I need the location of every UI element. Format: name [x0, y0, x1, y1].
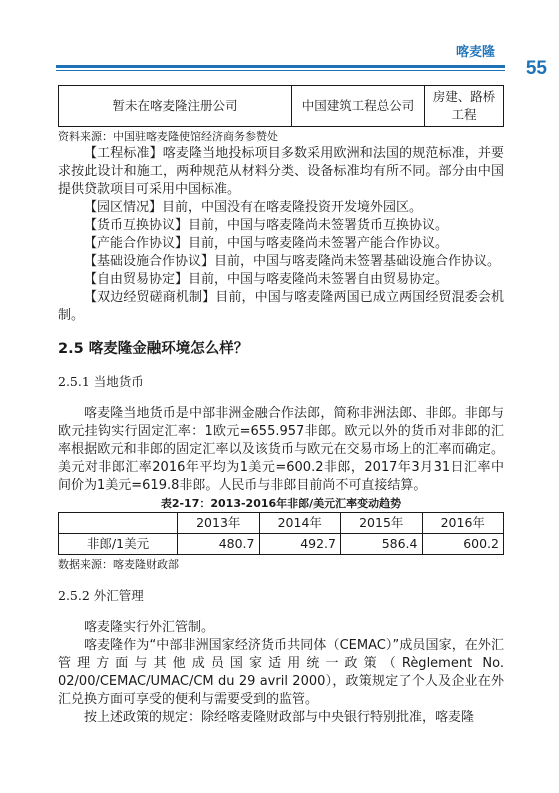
table-header-year: 2014年 [259, 513, 341, 534]
paragraph-fx-control: 喀麦隆实行外汇管制。 [84, 620, 215, 635]
paragraph-consultation-mechanism: 【双边经贸磋商机制】目前，中国与喀麦隆两国已成立两国经贸混委会机制。 [58, 290, 504, 323]
table-row [59, 534, 504, 555]
page-number: 55 [525, 58, 547, 79]
table-corner-cell [59, 513, 178, 534]
table-header-year: 2013年 [178, 513, 260, 534]
paragraph-currency-swap: 【货币互换协议】目前，中国与喀麦隆尚未签署货币互换协议。 [84, 218, 449, 233]
table-cell-value: 586.4 [341, 534, 423, 555]
exchange-rate-table [58, 512, 504, 555]
section-heading-2-5: 2.5 喀麦隆金融环境怎么样？ [58, 341, 249, 357]
paragraph-free-trade: 【自由贸易协定】目前，中国与喀麦隆尚未签署自由贸易协定。 [84, 272, 449, 287]
table-header-year: 2016年 [422, 513, 504, 534]
source-note: 资料来源：中国驻喀麦隆使馆经济商务参赞处 [58, 130, 278, 143]
table-cell-business: 房建、路桥工程 [425, 86, 504, 127]
paragraph-infrastructure: 【基础设施合作协议】目前，中国与喀麦隆尚未签署基础设施合作协议。 [84, 254, 501, 269]
table-cell-value: 492.7 [259, 534, 341, 555]
table-cell-value: 480.7 [178, 534, 260, 555]
section-heading-2-5-2: 2.5.2 外汇管理 [58, 588, 144, 603]
company-table [58, 85, 504, 127]
table-header-year: 2015年 [341, 513, 423, 534]
table-cell-registration: 暂未在喀麦隆注册公司 [59, 86, 292, 127]
header-rule-thin [56, 70, 505, 71]
header-rule [56, 65, 505, 68]
table-caption: 表2-17：2013-2016年非郎/美元汇率变动趋势 [160, 497, 402, 510]
paragraph-cemac-policy: 喀麦隆作为“中部非洲国家经济货币共同体（CEMAC）”成员国家，在外汇管理方面与其他成员国家适用统一政策（Règlement No. 02/00/CEMAC/UMAC/CM du 29 avril 2000），政策规定了个人及企业在外汇兑换方面可享受的便利与需要受到的监管。 [58, 638, 504, 707]
table-header-row [59, 513, 504, 534]
table-row-label: 非郎/1美元 [59, 534, 178, 555]
paragraph-local-currency: 喀麦隆当地货币是中部非洲金融合作法郎，简称非洲法郎、非郎。非郎与欧元挂钩实行固定汇率：1欧元=655.957非郎。欧元以外的货币对非郎的汇率根据欧元和非郎的固定汇率以及该货币与欧元在交易市场上的汇率而确定。美元对非郎汇率2016年平均为1美元=600.2非郎，2017年3月31日汇率中间价为1美元=619.8非郎。人民币与非郎目前尚不可直接结算。 [58, 406, 504, 493]
paragraph-policy-rules: 按上述政策的规定：除经喀麦隆财政部与中央银行特别批准，喀麦隆 [84, 710, 475, 725]
data-source-note: 数据来源：喀麦隆财政部 [58, 558, 179, 571]
table-row [59, 86, 504, 127]
table-cell-company: 中国建筑工程总公司 [292, 86, 425, 127]
paragraph-capacity-cooperation: 【产能合作协议】目前，中国与喀麦隆尚未签署产能合作协议。 [84, 236, 449, 251]
section-heading-2-5-1: 2.5.1 当地货币 [58, 374, 144, 389]
page-content [58, 85, 504, 727]
header-section-title: 喀麦隆 [455, 45, 495, 60]
paragraph-industrial-park: 【园区情况】目前，中国没有在喀麦隆投资开发境外园区。 [84, 200, 423, 215]
table-cell-value: 600.2 [422, 534, 504, 555]
paragraph-engineering-standards: 【工程标准】喀麦隆当地投标项目多数采用欧洲和法国的规范标准，并要求按此设计和施工，两种规范从材料分类、设备标准均有所不同。部分由中国提供贷款项目可采用中国标准。 [58, 146, 504, 197]
